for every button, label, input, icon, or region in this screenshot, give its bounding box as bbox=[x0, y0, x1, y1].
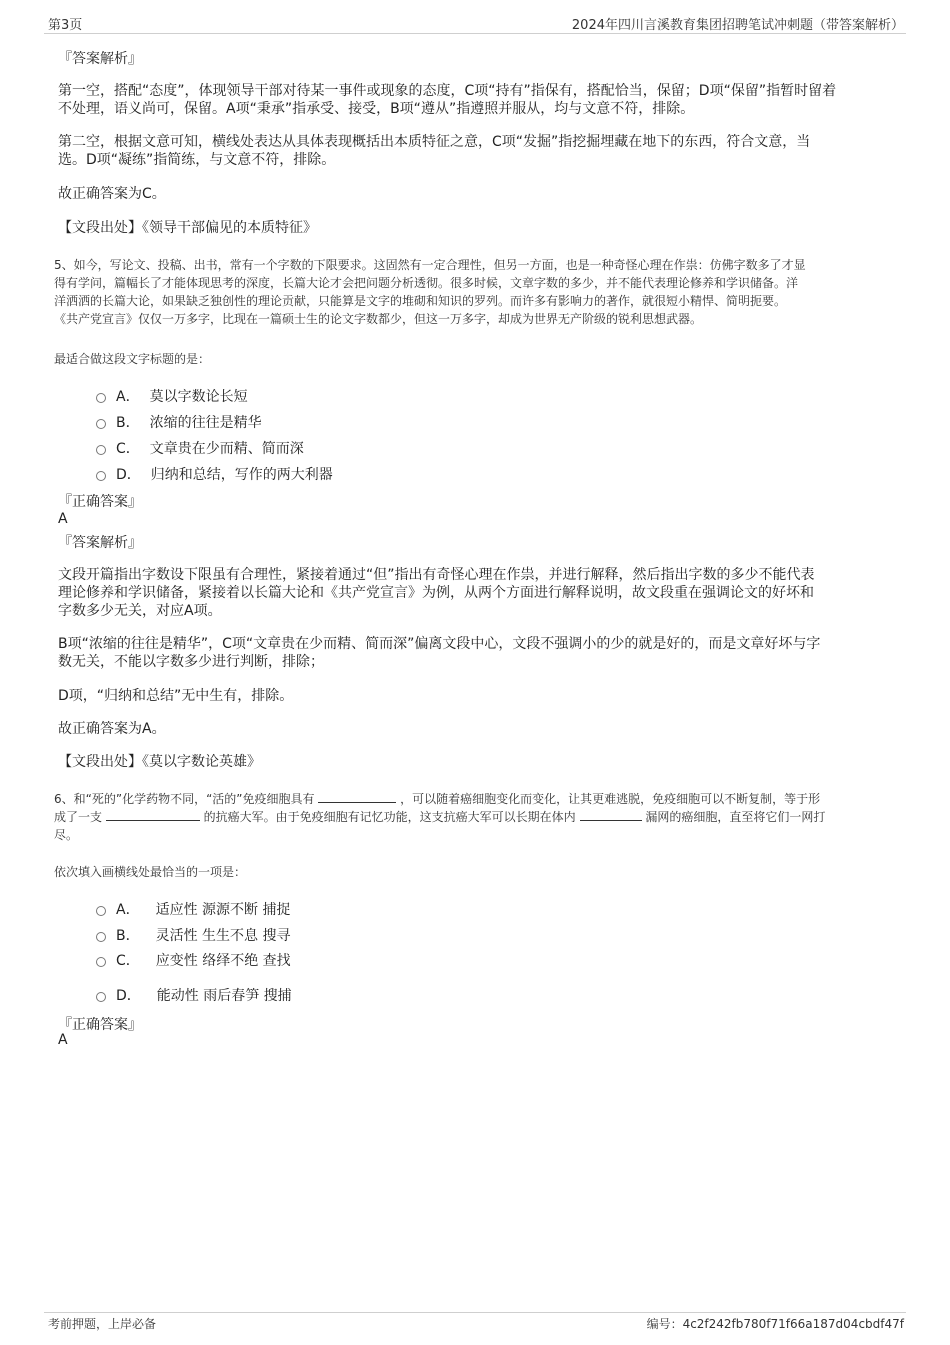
header-divider bbox=[44, 33, 906, 34]
option-letter: D． bbox=[116, 988, 141, 1004]
stem-text: 的抗癌大军。由于免疫细胞有记忆功能，这支抗癌大军可以长期在体内 bbox=[203, 810, 576, 824]
question-6-stem bbox=[54, 790, 899, 844]
conclusion: 故正确答案为C。 bbox=[58, 186, 166, 202]
radio-icon[interactable] bbox=[96, 471, 106, 481]
stem-text: 成了一支 bbox=[54, 810, 103, 824]
question-5-line-4: 《共产党宣言》仅仅一万多字，比现在一篇硕士生的论文字数都少，但这一万多字，却成为世界无产阶级的锐利思想武器。 bbox=[54, 312, 703, 326]
footer-divider bbox=[44, 1312, 906, 1313]
radio-icon[interactable] bbox=[96, 932, 106, 942]
option-letter: C． bbox=[116, 953, 140, 969]
analysis-line: 理论修养和学识储备，紧接着以长篇大论和《共产党宣言》为例，从两个方面进行解释说明，故文段重在强调论文的好坏和 bbox=[58, 585, 814, 601]
stem-text: 6、和“死的”化学药物不同，“活的”免疫细胞具有 bbox=[54, 792, 315, 806]
correct-answer: A bbox=[58, 511, 68, 527]
question-5-line-3: 洋洒洒的长篇大论，如果缺乏独创性的理论贡献，只能算是文字的堆砌和知识的罗列。而许多有影响力的著作，就很短小精悍、简明扼要。 bbox=[54, 294, 787, 308]
page-number: 第3页 bbox=[48, 18, 83, 33]
option-text: 归纳和总结，写作的两大利器 bbox=[150, 467, 333, 483]
option-text: 文章贵在少而精、简而深 bbox=[149, 441, 304, 457]
question-6-line-1 bbox=[54, 790, 899, 808]
option-letter: C． bbox=[116, 441, 140, 457]
source: 【文段出处】《莫以字数论英雄》 bbox=[58, 754, 261, 770]
question-6-option-d[interactable] bbox=[96, 985, 292, 1005]
fill-blank-3 bbox=[580, 808, 642, 821]
option-text: 能动性 雨后春笋 搜捕 bbox=[156, 988, 292, 1004]
analysis-para-1 bbox=[58, 82, 893, 118]
option-text: 灵活性 生生不息 搜寻 bbox=[155, 928, 291, 944]
option-text: 应变性 络绎不绝 查找 bbox=[155, 953, 291, 969]
question-5-option-d[interactable] bbox=[96, 464, 333, 484]
option-letter: B． bbox=[116, 928, 140, 944]
question-5-line-2: 得有学问，篇幅长了才能体现思考的深度，长篇大论才会把问题分析透彻。很多时候，文章字数的多少，并不能代表理论修养和学识储备。洋 bbox=[54, 276, 799, 290]
source: 【文段出处】《领导干部偏见的本质特征》 bbox=[58, 220, 317, 236]
question-6-option-b[interactable] bbox=[96, 925, 291, 945]
correct-answer-label: 『正确答案』 bbox=[58, 494, 142, 510]
option-text: 莫以字数论长短 bbox=[149, 389, 248, 405]
analysis-para-1 bbox=[58, 566, 893, 620]
question-6-prompt: 依次填入画横线处最恰当的一项是： bbox=[54, 865, 247, 879]
correct-answer: A bbox=[58, 1032, 68, 1048]
analysis-para-1-line-1: 第一空，搭配“态度”，体现领导干部对待某一事件或现象的态度，C项“持有”指保有，搭配恰当，保留；D项“保留”指暂时留着 bbox=[58, 83, 837, 99]
analysis-para-1-line-2: 不处理，语义尚可，保留。A项“秉承”指承受、接受，B项“遵从”指遵照并服从，均与文意不符，排除。 bbox=[58, 101, 695, 117]
fill-blank-1 bbox=[318, 790, 396, 803]
option-letter: A． bbox=[116, 389, 140, 405]
analysis-line: 字数多少无关，对应A项。 bbox=[58, 603, 222, 619]
fill-blank-2 bbox=[106, 808, 200, 821]
analysis-para-2 bbox=[58, 133, 893, 169]
analysis-line: 文段开篇指出字数设下限虽有合理性，紧接着通过“但”指出有奇怪心理在作祟，并进行解释，然后指出字数的多少不能代表 bbox=[58, 567, 815, 583]
analysis-para-2-line-2: 选。D项“凝练”指简练，与文意不符，排除。 bbox=[58, 152, 336, 168]
conclusion: 故正确答案为A。 bbox=[58, 721, 166, 737]
option-letter: A． bbox=[116, 902, 140, 918]
radio-icon[interactable] bbox=[96, 419, 106, 429]
radio-icon[interactable] bbox=[96, 957, 106, 967]
question-6-option-c[interactable] bbox=[96, 950, 291, 970]
question-6-line-2 bbox=[54, 808, 899, 826]
question-5-prompt: 最适合做这段文字标题的是： bbox=[54, 352, 211, 366]
radio-icon[interactable] bbox=[96, 393, 106, 403]
option-letter: B． bbox=[116, 415, 140, 431]
question-6-line-3: 尽。 bbox=[54, 828, 79, 842]
question-5-option-b[interactable] bbox=[96, 412, 262, 432]
radio-icon[interactable] bbox=[96, 992, 106, 1002]
question-5-option-a[interactable] bbox=[96, 386, 248, 406]
question-5-stem bbox=[54, 256, 899, 328]
stem-text: ，可以随着癌细胞变化而变化，让其更难逃脱，免疫细胞可以不断复制，等于形 bbox=[400, 792, 821, 806]
document-code: 编号：4c2f242fb780f71f66a187d04cbdf47f bbox=[646, 1317, 904, 1331]
analysis-label: 『答案解析』 bbox=[58, 535, 142, 551]
analysis-line: B项“浓缩的往往是精华”，C项“文章贵在少而精、简而深”偏离文段中心，文段不强调小的少的就是好的，而是文章好坏与字 bbox=[58, 636, 821, 652]
analysis-para-2 bbox=[58, 635, 893, 671]
option-letter: D． bbox=[116, 467, 141, 483]
correct-answer-label: 『正确答案』 bbox=[58, 1017, 142, 1033]
analysis-para-2-line-1: 第二空，根据文意可知，横线处表达从具体表现概括出本质特征之意，C项“发掘”指挖掘埋藏在地下的东西，符合文意，当 bbox=[58, 134, 811, 150]
analysis-label: 『答案解析』 bbox=[58, 51, 142, 67]
question-5-line-1: 5、如今，写论文、投稿、出书，常有一个字数的下限要求。这固然有一定合理性，但另一方面，也是一种奇怪心理在作祟：仿佛字数多了才显 bbox=[54, 258, 806, 272]
analysis-line: 数无关，不能以字数多少进行判断，排除； bbox=[58, 654, 324, 670]
option-text: 适应性 源源不断 捕捉 bbox=[155, 902, 291, 918]
analysis-para-3: D项，“归纳和总结”无中生有，排除。 bbox=[58, 688, 294, 704]
footer-slogan: 考前押题，上岸必备 bbox=[48, 1317, 157, 1331]
radio-icon[interactable] bbox=[96, 445, 106, 455]
question-5-option-c[interactable] bbox=[96, 438, 304, 458]
question-6-option-a[interactable] bbox=[96, 899, 290, 919]
document-title: 2024年四川言溪教育集团招聘笔试冲刺题（带答案解析） bbox=[571, 18, 904, 33]
option-text: 浓缩的往往是精华 bbox=[149, 415, 262, 431]
stem-text: 漏网的癌细胞，直至将它们一网打 bbox=[645, 810, 826, 824]
radio-icon[interactable] bbox=[96, 906, 106, 916]
